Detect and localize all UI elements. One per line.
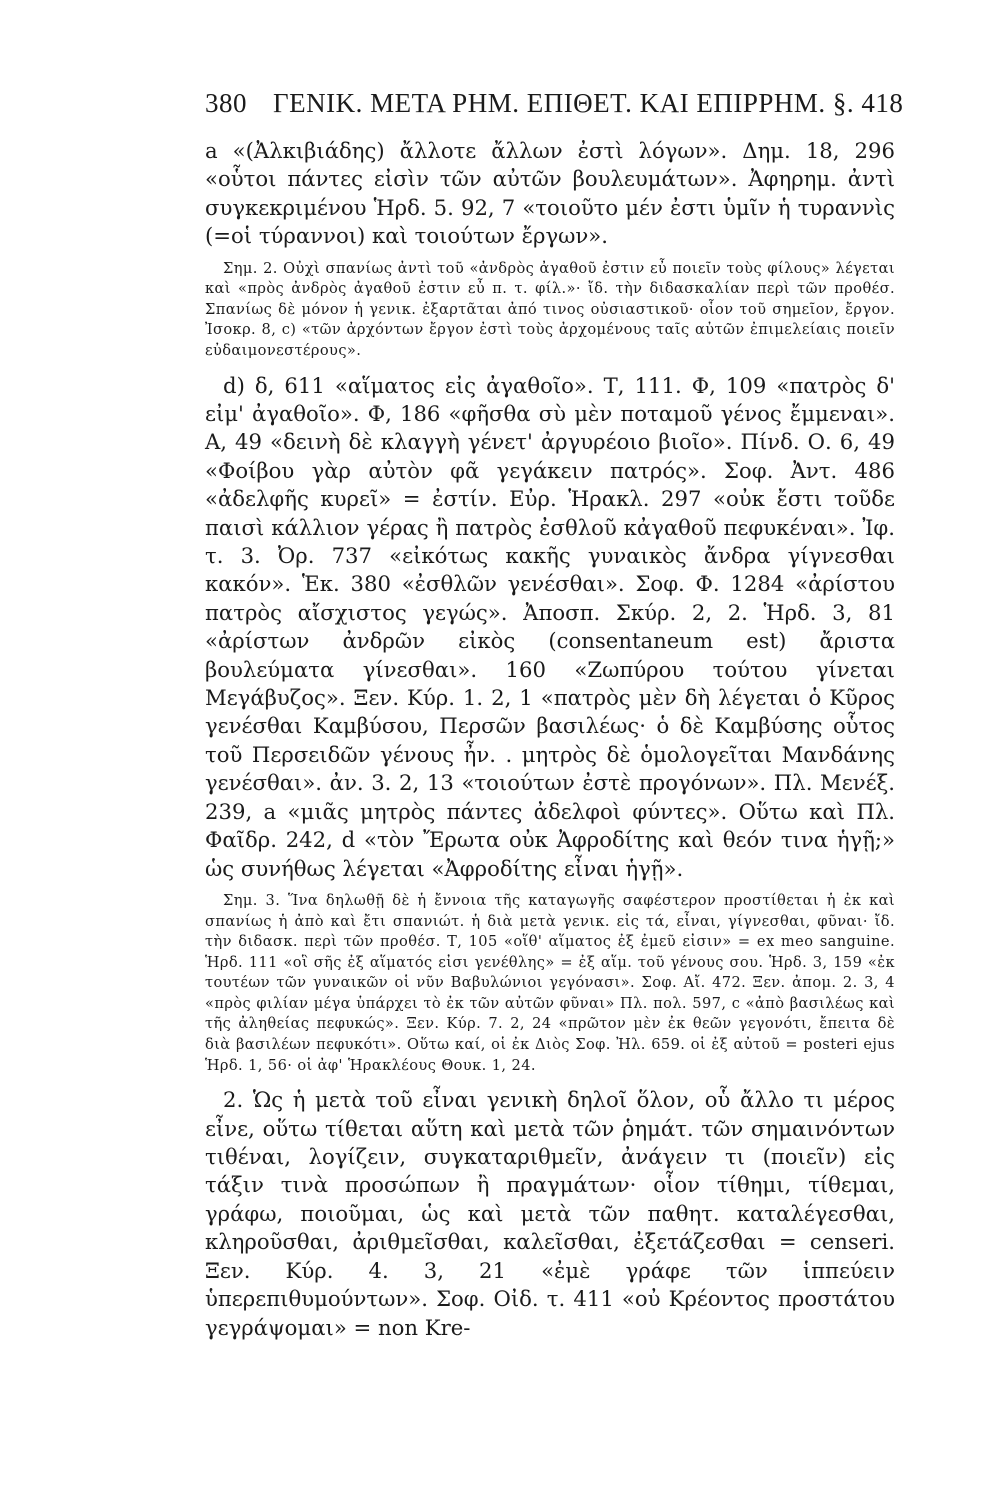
book-page [205, 88, 904, 1342]
note-2: Σημ. 2. Οὐχὶ σπανίως ἀντὶ τοῦ «ἀνδρὸς ἀγαθοῦ ἐστιν εὖ ποιεῖν τοὺς φίλους» λέγεται καὶ «πρὸς ἀνδρὸς ἀγαθοῦ ἐστιν εὖ π. τ. φίλ.»· ἴδ. τὴν διδασκαλίαν περὶ τῶν προθέσ. Σπανίως δὲ μόνον ἡ γενικ. ἐξαρτᾶται ἀπό τινος οὐσιαστικοῦ· οἷον τοῦ σημεῖον, ἔργον. Ἰσοκρ. 8, c) «τῶν ἀρχόντων ἔργον ἐστὶ τοὺς ἀρχομένους ταῖς αὐτῶν ἐπιμελείαις ποιεῖν εὐδαιμονεστέρους». [205, 259, 895, 359]
paragraph-a: a «(Ἀλκιβιάδης) ἄλλοτε ἄλλων ἐστὶ λόγων». Δημ. 18, 296 «οὗτοι πάντες εἰσὶν τῶν αὐτῶν βουλευμάτων». Ἀφηρημ. ἀντὶ συγκεκριμένου Ἡρδ. 5. 92, 7 «τοιοῦτο μέν ἐστι ὑμῖν ἡ τυραννὶς (=οἱ τύραννοι) καὶ τοιούτων ἔργων». [205, 138, 895, 249]
running-title: ΓΕΝΙΚ. ΜΕΤΑ ΡΗΜ. ΕΠΙΘΕΤ. ΚΑΙ ΕΠΙΡΡΗΜ. §. 418 [273, 88, 904, 118]
paragraph-d: d) δ, 611 «αἵματος εἰς ἀγαθοῖο». Τ, 111. Φ, 109 «πατρὸς δ' εἰμ' ἀγαθοῖο». Φ, 186 «φῆσθα σὺ μὲν ποταμοῦ γένος ἔμμεναι». Α, 49 «δεινὴ δὲ κλαγγὴ γένετ' ἀργυρέοιο βιοῖο». Πίνδ. Ο. 6, 49 «Φοίβου γὰρ αὐτὸν φᾶ γεγάκειν πατρός». Σοφ. Ἀντ. 486 «ἀδελφῆς κυρεῖ» = ἐστίν. Εὐρ. Ἡρακλ. 297 «οὐκ ἔστι τοῦδε παισὶ κάλλιον γέρας ἢ πατρὸς ἐσθλοῦ κἀγαθοῦ πεφυκέναι». Ἰφ. τ. 3. Ὀρ. 737 «εἰκότως κακῆς γυναικὸς ἄνδρα γίγνεσθαι κακόν». Ἑκ. 380 «ἐσθλῶν γενέσθαι». Σοφ. Φ. 1284 «ἀρίστου πατρὸς αἴσχιστος γεγώς». Ἀποσπ. Σκύρ. 2, 2. Ἡρδ. 3, 81 «ἀρίστων ἀνδρῶν εἰκὸς (consentaneum est) ἄριστα βουλεύματα γίνεσθαι». 160 «Ζωπύρου τούτου γίνεται Μεγάβυζος». Ξεν. Κύρ. 1. 2, 1 «πατρὸς μὲν δὴ λέγεται ὁ Κῦρος γενέσθαι Καμβύσου, Περσῶν βασιλέως· ὁ δὲ Καμβύσης οὗτος τοῦ Περσειδῶν γένους ἦν. . μητρὸς δὲ ὁμολογεῖται Μανδάνης γενέσθαι». ἀν. 3. 2, 13 «τοιούτων ἐστὲ προγόνων». Πλ. Μενέξ. 239, a «μιᾶς μητρὸς πάντες ἀδελφοὶ φύντες». Οὕτω καὶ Πλ. Φαῖδρ. 242, d «τὸν Ἔρωτα οὐκ Ἀφροδίτης καὶ θεόν τινα ἡγῇ;» ὡς συνήθως λέγεται «Ἀφροδίτης εἶναι ἡγῇ». [205, 372, 895, 881]
note-3: Σημ. 3. Ἵνα δηλωθῇ δὲ ἡ ἔννοια τῆς καταγωγῆς σαφέστερον προστίθεται ἡ ἐκ καὶ σπανίως ἡ ἀπὸ καὶ ἔτι σπανιώτ. ἡ διὰ μετὰ γενικ. εἰς τά, εἶναι, γίγνεσθαι, φῦναι· ἴδ. τὴν διδασκ. περὶ τῶν προθέσ. Τ, 105 «οἵθ' αἵματος ἐξ ἐμεῦ εἰσιν» = ex meo sanguine. Ἡρδ. 111 «οἳ σῆς ἐξ αἵματός εἰσι γενέθλης» = ἐξ αἵμ. τοῦ γένους σου. Ἡρδ. 3, 159 «ἐκ τουτέων τῶν γυναικῶν οἱ νῦν Βαβυλώνιοι γεγόνασι». Σοφ. Αἴ. 472. Ξεν. ἀπομ. 2. 3, 4 «πρὸς φιλίαν μέγα ὑπάρχει τὸ ἐκ τῶν αὐτῶν φῦναι» Πλ. πολ. 597, c «ἀπὸ βασιλέως καὶ τῆς ἀληθείας πεφυκώς». Ξεν. Κύρ. 7. 2, 24 «πρῶτον μὲν ἐκ θεῶν γεγονότι, ἔπειτα δὲ διὰ βασιλέων πεφυκότι». Οὕτω καί, οἱ ἐκ Διὸς Σοφ. Ἠλ. 659. οἱ ἐξ αὐτοῦ = posteri ejus Ἡρδ. 1, 56· οἱ ἀφ' Ἡρακλέους Θουκ. 1, 24. [205, 891, 895, 1074]
running-header [205, 88, 904, 119]
section-2-paragraph: 2. Ὡς ἡ μετὰ τοῦ εἶναι γενικὴ δηλοῖ ὅλον, οὗ ἄλλο τι μέρος εἶνε, οὕτω τίθεται αὕτη καὶ μετὰ τῶν ῥημάτ. τῶν σημαινόντων τιθέναι, λογίζειν, συγκαταριθμεῖν, ἀνάγειν τι (ποιεῖν) εἰς τάξιν τινὰ προσώπων ἢ πραγμάτων· οἷον τίθημι, τίθεμαι, γράφω, ποιοῦμαι, ὡς καὶ μετὰ τῶν παθητ. καταλέγεσθαι, κληροῦσθαι, ἀριθμεῖσθαι, καλεῖσθαι, ἐξετάζεσθαι = censeri. Ξεν. Κύρ. 4. 3, 21 «ἐμὲ γράφε τῶν ἱππεύειν ὑπερεπιθυμούντων». Σοφ. Οἰδ. τ. 411 «οὐ Κρέοντος προστάτου γεγράψομαι» = non Kre- [205, 1087, 895, 1340]
page-number: 380 [205, 88, 247, 118]
